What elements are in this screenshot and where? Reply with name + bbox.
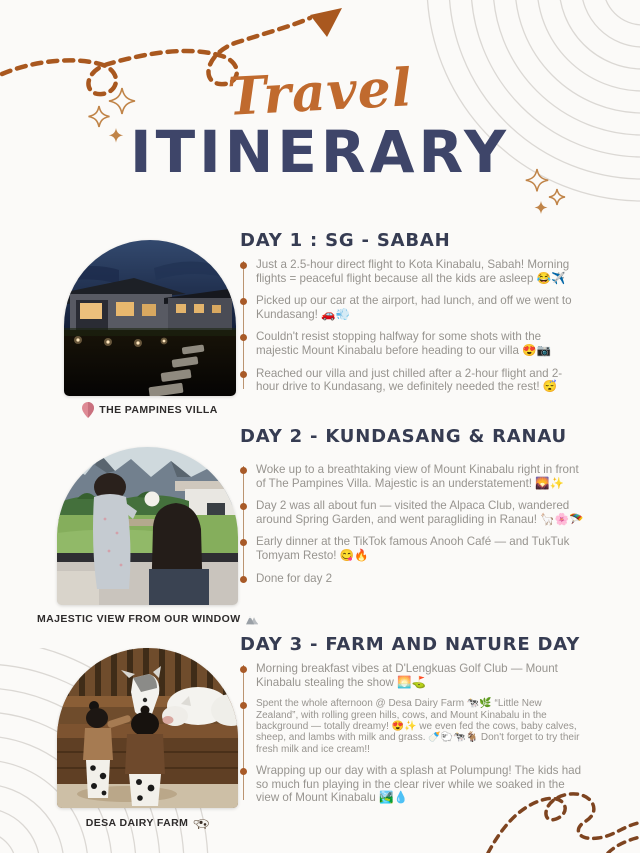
- bullet-dot-icon: [240, 576, 247, 583]
- bullet-dot-icon: [240, 539, 247, 546]
- timeline-line: [243, 261, 244, 389]
- day1-timeline: [240, 258, 585, 394]
- itinerary-item-text: Couldn't resist stopping halfway for some shots with the majestic Mount Kinabalu before heading to our villa 😍📷: [256, 330, 552, 357]
- day2-photo-caption: [37, 613, 258, 625]
- day2-timeline: [240, 463, 585, 585]
- itinerary-item-text: Just a 2.5-hour direct flight to Kota Kinabalu, Sabah! Morning flights = peaceful flight because all the kids are asleep 😂✈️: [256, 258, 570, 285]
- itinerary-item: [256, 535, 585, 562]
- bullet-dot-icon: [240, 334, 247, 341]
- itinerary-item: [256, 330, 585, 357]
- location-pin-icon: [82, 402, 94, 418]
- itinerary-item-text: Spent the whole afternoon @ Desa Dairy Farm 🐄🌿 “Little New Zealand”, with rolling green hills, cows, and Mount Kinabalu in the background — totally dreamy! 😍✨ we even fed the cows, baby calves, sheep, and lambs with milk and grass. 🍼🐑🐄🐐 Don't forget to try their fresh milk and ice cream!!: [256, 698, 580, 755]
- bullet-dot-icon: [240, 467, 247, 474]
- day2-photo: [57, 447, 238, 605]
- bullet-dot-icon: [240, 503, 247, 510]
- dairy-farm-illustration: [57, 648, 238, 808]
- page-title: ITINERARY: [130, 118, 510, 186]
- day1-photo: [64, 240, 236, 396]
- bullet-dot-icon: [240, 702, 247, 709]
- itinerary-item-text: Woke up to a breathtaking view of Mount Kinabalu right in front of The Pampines Villa. Majestic is an understatement! 🌄✨: [256, 463, 579, 490]
- day3-heading: DAY 3 - FARM AND NATURE DAY: [240, 634, 581, 655]
- day3-photo: [57, 648, 238, 808]
- day3-photo-caption: [57, 817, 238, 829]
- day2-caption-label: MAJESTIC VIEW FROM OUR WINDOW: [37, 613, 241, 625]
- bullet-dot-icon: [240, 371, 247, 378]
- day1-caption-label: THE PAMPINES VILLA: [99, 404, 218, 416]
- bullet-dot-icon: [240, 768, 247, 775]
- day3-caption-label: DESA DAIRY FARM: [85, 817, 189, 829]
- itinerary-item: [256, 764, 585, 805]
- itinerary-item: [256, 662, 585, 689]
- day2-section: [240, 426, 632, 594]
- itinerary-item-text: Early dinner at the TikTok famous Anooh Café — and TukTuk Tomyam Resto! 😋🔥: [256, 535, 570, 562]
- title-script: Travel: [225, 57, 415, 128]
- itinerary-item: [256, 698, 585, 755]
- itinerary-item-text: Day 2 was all about fun — visited the Alpaca Club, wandered around Spring Garden, and went paragliding in Ranau! 🦙🌸🪂: [256, 499, 584, 526]
- day1-heading: DAY 1 : SG - SABAH: [240, 230, 451, 251]
- cow-icon: [193, 818, 209, 829]
- night-villa-illustration: [64, 240, 236, 396]
- bullet-dot-icon: [240, 262, 247, 269]
- day1-section: [240, 230, 632, 403]
- itinerary-item: [256, 258, 585, 285]
- itinerary-item-text: Done for day 2: [256, 571, 333, 585]
- bullet-dot-icon: [240, 666, 247, 673]
- mountain-icon: [246, 614, 258, 625]
- timeline-line: [243, 466, 244, 580]
- itinerary-item: [256, 572, 585, 586]
- itinerary-item: [256, 294, 585, 321]
- day3-timeline: [240, 662, 585, 805]
- itinerary-item-text: Picked up our car at the airport, had lunch, and off we went to Kundasang! 🚗💨: [256, 294, 572, 321]
- bullet-dot-icon: [240, 298, 247, 305]
- itinerary-item-text: Reached our villa and just chilled after a 2-hour flight and 2-hour drive to Kundasang, we definitely needed the rest! 😴: [256, 366, 563, 394]
- day1-photo-caption: [64, 402, 236, 418]
- window-mountain-view-illustration: [57, 447, 238, 605]
- itinerary-item-text: Wrapping up our day with a splash at Polumpung! The kids had so much fun playing in the clear river while we soaked in the view of Mount Kinabalu 🏞️💧: [256, 764, 582, 805]
- itinerary-item-text: Morning breakfast vibes at D'Lengkuas Golf Club — Mount Kinabalu stealing the show 🌅⛳: [256, 662, 558, 689]
- day2-heading: DAY 2 - KUNDASANG & RANAU: [240, 426, 567, 447]
- itinerary-item: [256, 367, 585, 394]
- day3-section: [240, 634, 632, 814]
- timeline-line: [243, 665, 244, 800]
- itinerary-item: [256, 463, 585, 490]
- itinerary-item: [256, 499, 585, 526]
